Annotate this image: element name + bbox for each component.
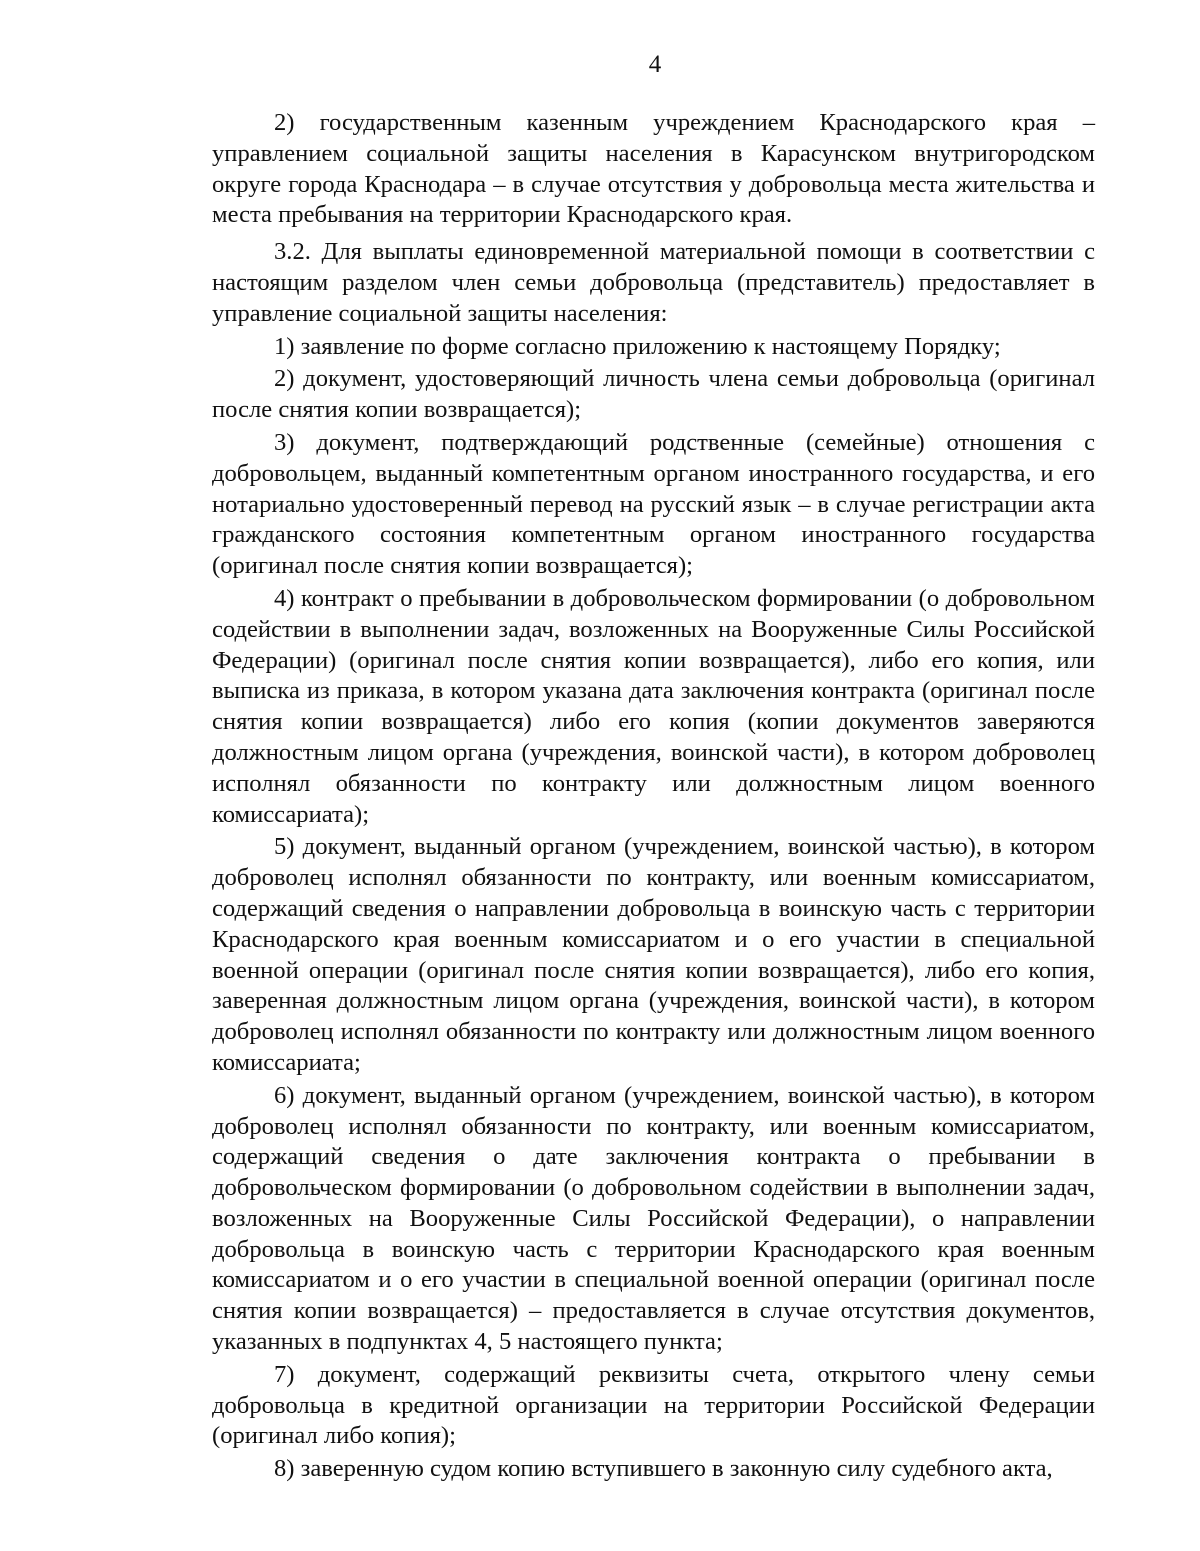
page-number: 4 (648, 51, 662, 78)
list-item-3-kinship-document: 3) документ, подтверждающий родственные (семейные) отношения с добровольцем, выданный компетентным органом иностранного государства, и его нотариально удостоверенный перевод на русский язык – в случае регистрации акта гражданского состояния компетентным органом иностранного государства (оригинал после снятия копии возвращается); (212, 428, 1095, 580)
list-item-7-bank-details: 7) документ, содержащий реквизиты счета, открытого члену семьи добровольца в кредитной организации на территории Российской Федерации (оригинал либо копия); (212, 1360, 1095, 1450)
list-item-8-court-act: 8) заверенную судом копию вступившего в законную силу судебного акта, (274, 1455, 1053, 1483)
list-item-6-contract-date-document: 6) документ, выданный органом (учреждением, воинской частью), в котором доброволец исполнял обязанности по контракту, или военным комиссариатом, содержащий сведения о дате заключения контракта о пребывании в добровольческом формировании (о добровольном содействии в выполнении задач, возложенных на Вооруженные Силы Российской Федерации), о направлении добровольца в воинскую часть с территории Краснодарского края военным комиссариатом и о его участии в специальной военной операции (оригинал после снятия копии возвращается) – предоставляется в случае отсутствия документов, указанных в подпунктах 4, 5 настоящего пункта; (212, 1081, 1095, 1356)
list-item-1-application: 1) заявление по форме согласно приложению к настоящему Порядку; (274, 332, 1001, 360)
paragraph-institution-2: 2) государственным казенным учреждением Краснодарского края – управлением социальной защиты населения в Карасунском внутригородском округе города Краснодара – в случае отсутствия у добровольца места жительства и места пребывания на территории Краснодарского края. (212, 109, 1095, 229)
list-item-4-contract: 4) контракт о пребывании в добровольческом формировании (о добровольном содействии в выполнении задач, возложенных на Вооруженные Силы Российской Федерации) (оригинал после снятия копии возвращается), либо его копия, или выписка из приказа, в котором указана дата заключения контракта (оригинал после снятия копии возвращается) либо его копия (копии документов заверяются должностным лицом органа (учреждения, воинской части), в котором доброволец исполнял обязанности по контракту или должностным лицом военного комиссариата); (212, 584, 1095, 828)
list-item-5-unit-document: 5) документ, выданный органом (учреждением, воинской частью), в котором доброволец исполнял обязанности по контракту, или военным комиссариатом, содержащий сведения о направлении добровольца в воинскую часть с территории Краснодарского края военным комиссариатом и о его участии в специальной военной операции (оригинал после снятия копии возвращается), либо его копия, заверенная должностным лицом органа (учреждения, воинской части), в котором доброволец исполнял обязанности по контракту или должностным лицом военного комиссариата; (212, 833, 1095, 1076)
paragraph-section-3-2: 3.2. Для выплаты единовременной материальной помощи в соответствии с настоящим разделом член семьи добровольца (представитель) предоставляет в управление социальной защиты населения: (212, 238, 1095, 327)
document-body (212, 108, 1095, 1485)
list-item-2-identity-document: 2) документ, удостоверяющий личность члена семьи добровольца (оригинал после снятия копии возвращается); (212, 365, 1095, 424)
